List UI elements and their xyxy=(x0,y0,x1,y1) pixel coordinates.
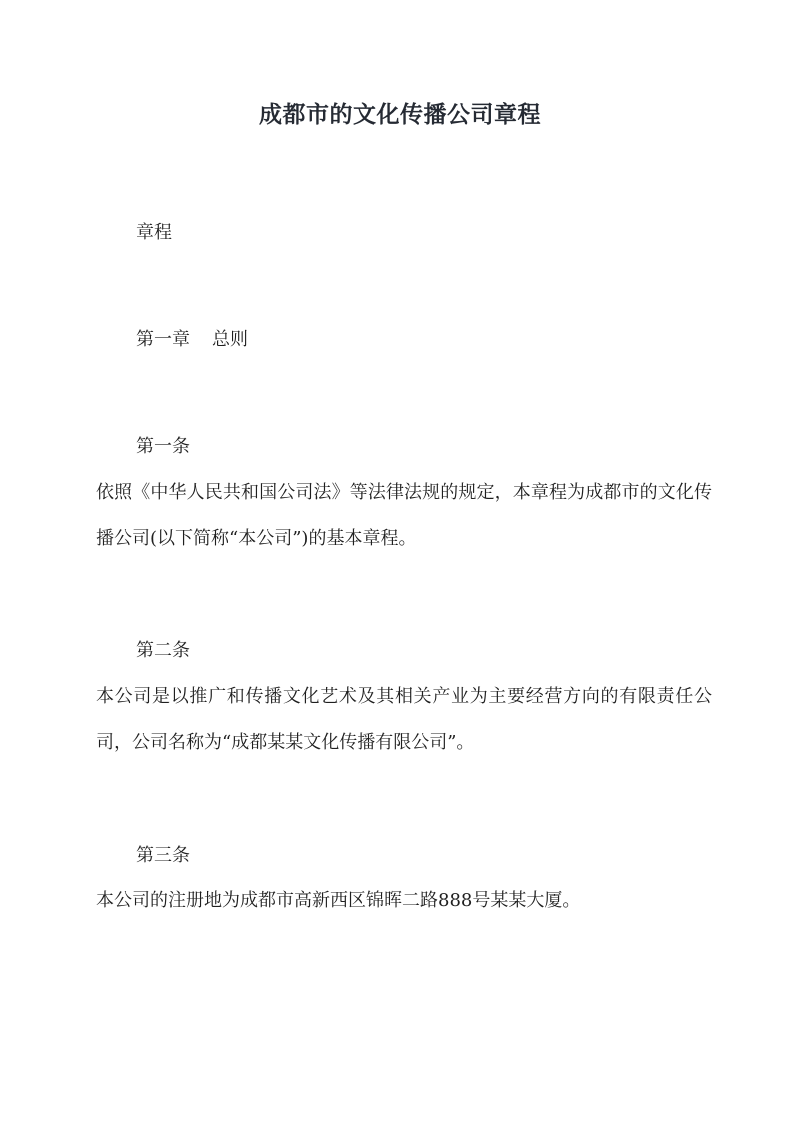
article-3-heading: 第三条 xyxy=(136,845,190,866)
article-2-text: 本公司是以推广和传播文化艺术及其相关产业为主要经营方向的有限责任公司，公司名称为“成都某某文化传播有限公司”。 xyxy=(96,686,712,753)
article-1-text: 依照《中华人民共和国公司法》等法律法规的规定，本章程为成都市的文化传播公司(以下简称“本公司”)的基本章程。 xyxy=(96,482,712,549)
article-2-heading: 第二条 xyxy=(136,640,190,661)
section-label: 章程 xyxy=(136,222,172,243)
article-1-heading: 第一条 xyxy=(136,436,190,457)
chapter-name: 总则 xyxy=(212,329,248,350)
document-title: 成都市的文化传播公司章程 xyxy=(259,101,541,128)
article-3-text: 本公司的注册地为成都市高新西区锦晖二路888号某某大厦。 xyxy=(96,890,581,911)
chapter-number: 第一章 xyxy=(136,329,190,350)
chapter-heading xyxy=(136,325,248,351)
